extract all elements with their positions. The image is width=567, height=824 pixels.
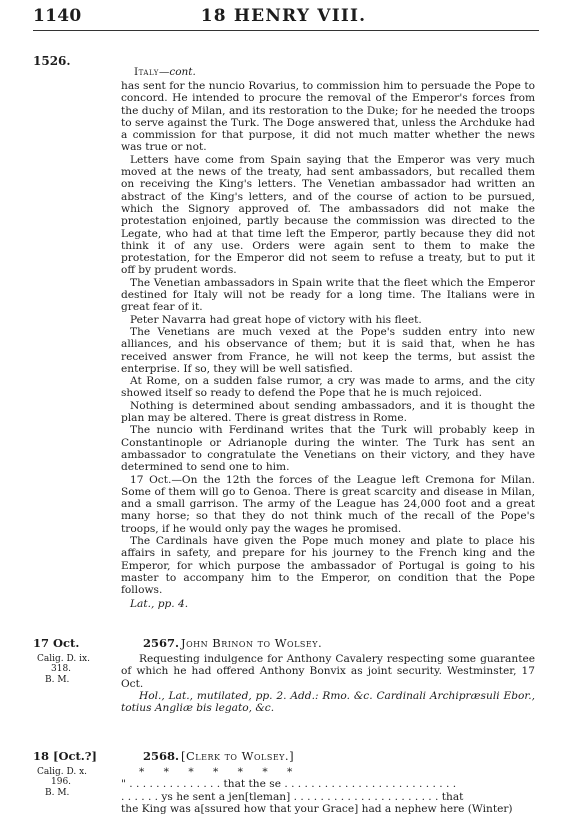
text-line: the King was a[ssured how that your Grace] had a nephew here (Winter) [121, 802, 513, 815]
entry-title: John Brinon to Wolsey. [181, 636, 323, 650]
paragraph: Nothing is determined about sending ambassadors, and it is thought the plan may be altered. There is great distress in Rome. [121, 399, 535, 425]
paragraph: The Cardinals have given the Pope much money and plate to place his affairs in safety, and prepare for his journey to the French king and the Emperor, for which purpose the ambassador of Portugal is going to his master to accompany him to the Emperor, on condition that the Pope follows. [121, 534, 535, 597]
running-title: 18 HENRY VIII. [200, 6, 367, 26]
entry-text [121, 766, 535, 815]
manuscript-ref: Calig. D. x. [37, 767, 88, 777]
section-title: Italy [134, 66, 159, 78]
page-header [0, 6, 567, 30]
manuscript-folio: 318. [51, 664, 72, 674]
entry-number: 2567. [143, 636, 180, 650]
entry-note: Hol., Lat., mutilated, pp. 2. Add.: Rmo. &c. Cardinali Archipræsuli Ebor., totius Angliæ bis legato, &c. [121, 689, 535, 715]
paragraph: At Rome, on a sudden false rumor, a cry was made to arms, and the city showed itself so ready to defend the Pope that he is much rejoiced. [121, 375, 535, 400]
paragraph: The Venetian ambassadors in Spain write that the fleet which the Emperor destined for Italy will not be ready for a long time. The Italians were in great fear of it. [121, 276, 535, 314]
paragraph: The Venetians are much vexed at the Pope's sudden entry into new alliances, and his observance of them; but it is said that, when he has received answer from France, he will not keep the terms, but assist the enterprise. If so, they will be well satisfied. [121, 325, 535, 375]
text-line: " . . . . . . . . . . . . . . that the se . . . . . . . . . . . . . . . . . . . . . . . . . . [121, 778, 457, 791]
manuscript-repository: B. M. [45, 788, 70, 798]
paragraph: 17 Oct.—On the 12th the forces of the League left Cremona for Milan. Some of them will go to Genoa. There is great scarcity and disease in Milan, and a small garrison. The army of the League has 24,000 foot and a great many horse; so that they do not think much of the recall of the Pope's troops, if he would only pay the wages he promised. [121, 473, 535, 535]
header-rule [33, 30, 539, 31]
entry-date: 18 [Oct.?] [33, 749, 97, 763]
entry-2568 [33, 750, 535, 820]
margin-year: 1526. [33, 54, 71, 68]
entry-2567 [33, 636, 535, 715]
paragraph: Peter Navarra had great hope of victory with his fleet. [130, 313, 422, 326]
text-line: . . . . . . ys he sent a jen[tleman] . . . . . . . . . . . . . . . . . . . . . . that [121, 790, 464, 803]
section-cont: —cont. [158, 66, 196, 78]
paragraph: The nuncio with Ferdinand writes that the Turk will probably keep in Constantinople or Adrianople during the winter. The Turk has sent an ambassador to congratulate the Venetians on their victory, and they have determined to send one to him. [121, 424, 535, 474]
body-text [121, 80, 535, 611]
paragraph: Letters have come from Spain saying that the Emperor was very much moved at the news of the treaty, had sent ambassadors, but recalled them on receiving the King's letters. The Venetian ambassador had written an abstract of the King's letters, and of the course of action to be pursued, which the Signory approved of. The ambassadors did not make the protestation enjoined, partly because the commission was directed to the Legate, who had at that time left the Emperor, partly because they did not think it of any use. Orders were again sent to them to make the protestation, for the Emperor did not seem to refuse a treaty, but to put it off by prudent words. [121, 153, 535, 277]
omission-stars: * * * * * * * [139, 766, 301, 778]
entry-title: [Clerk to Wolsey.] [181, 749, 295, 763]
entry-number: 2568. [143, 749, 180, 763]
manuscript-ref: Calig. D. ix. [37, 654, 90, 664]
entry-summary: Requesting indulgence for Anthony Cavalery respecting some guarantee of which he had offered Anthony Bonvix as joint security. Westminster, 17 Oct. [121, 653, 535, 690]
entry-text [121, 653, 535, 714]
source-footnote: Lat., pp. 4. [130, 598, 189, 611]
section-heading [134, 66, 196, 78]
manuscript-folio: 196. [51, 777, 72, 787]
page-number: 1140 [33, 6, 82, 26]
manuscript-repository: B. M. [45, 675, 70, 685]
paragraph: has sent for the nuncio Rovarius, to commission him to persuade the Pope to concord. He intended to procure the removal of the Emperor's forces from the duchy of Milan, and its restoration to the Duke; for he needed the troops to serve against the Turk. The Doge answered that, unless the Archduke had a commission for that purpose, it did not much matter whether the news was true or not. [121, 80, 535, 154]
entry-date: 17 Oct. [33, 636, 80, 650]
